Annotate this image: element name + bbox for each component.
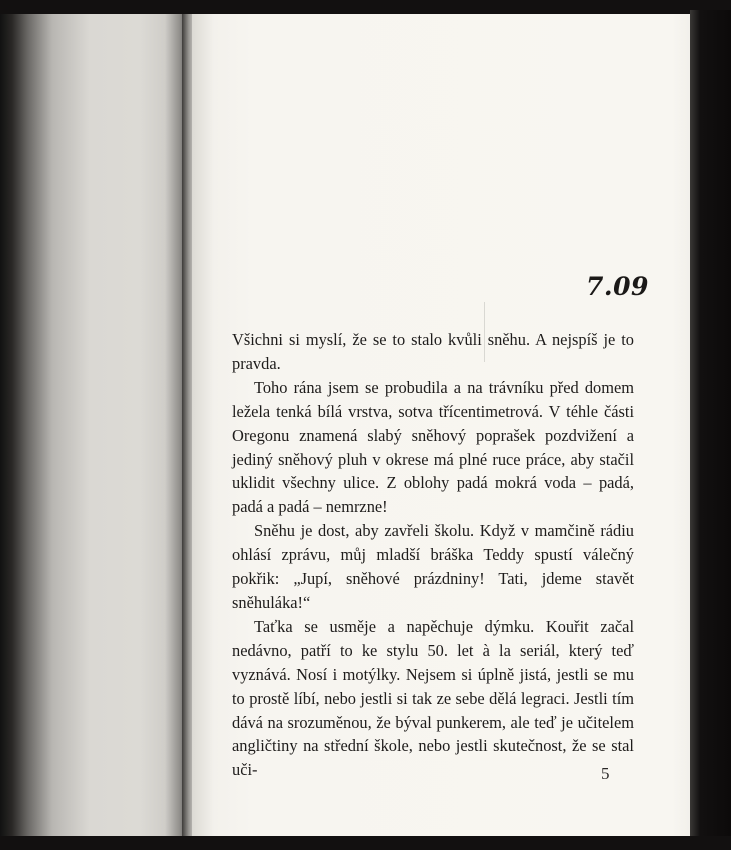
scan-bottom-border bbox=[0, 836, 731, 850]
page-number: 5 bbox=[601, 764, 610, 783]
body-text bbox=[232, 328, 634, 782]
paragraph: Taťka se usměje a napěchuje dýmku. Kouřit začal nedávno, patří to ke stylu 50. let à la seriál, který teď vyznává. Nosí i motýlky. Nejsem si úplně jistá, jestli se mu to prostě líbí, nebo jestli si tak ze sebe dělá legraci. Jestli tím dává na srozuměnou, že býval punkerem, ale teď je učitelem angličtiny na střední škole, nebo jestli skutečnost, že se stal uči- bbox=[232, 616, 634, 780]
paragraph: Sněhu je dost, aby zavřeli školu. Když v mamčině rádiu ohlásí zprávu, můj mladší bráška Teddy spustí válečný pokřik: „Jupí, sněhové prázdniny! Tati, jdeme stavět sněhuláka!“ bbox=[232, 521, 634, 612]
scan-right-border bbox=[690, 10, 731, 850]
paragraph: Všichni si myslí, že se to stalo kvůli sněhu. A nejspíš je to pravda. bbox=[232, 330, 634, 373]
chapter-number: 7.09 bbox=[586, 272, 649, 301]
left-page bbox=[0, 14, 190, 838]
paragraph: Toho rána jsem se probudila a na trávníku před domem ležela tenká bílá vrstva, sotva třícentimetrová. V téhle části Oregonu znamená slabý sněhový poprašek pozdvižení a jediný sněhový pluh v okrese má plné ruce práce, aby stačil uklidit všechny ulice. Z oblohy padá mokrá voda – padá, padá a padá – nemrzne! bbox=[232, 377, 634, 517]
